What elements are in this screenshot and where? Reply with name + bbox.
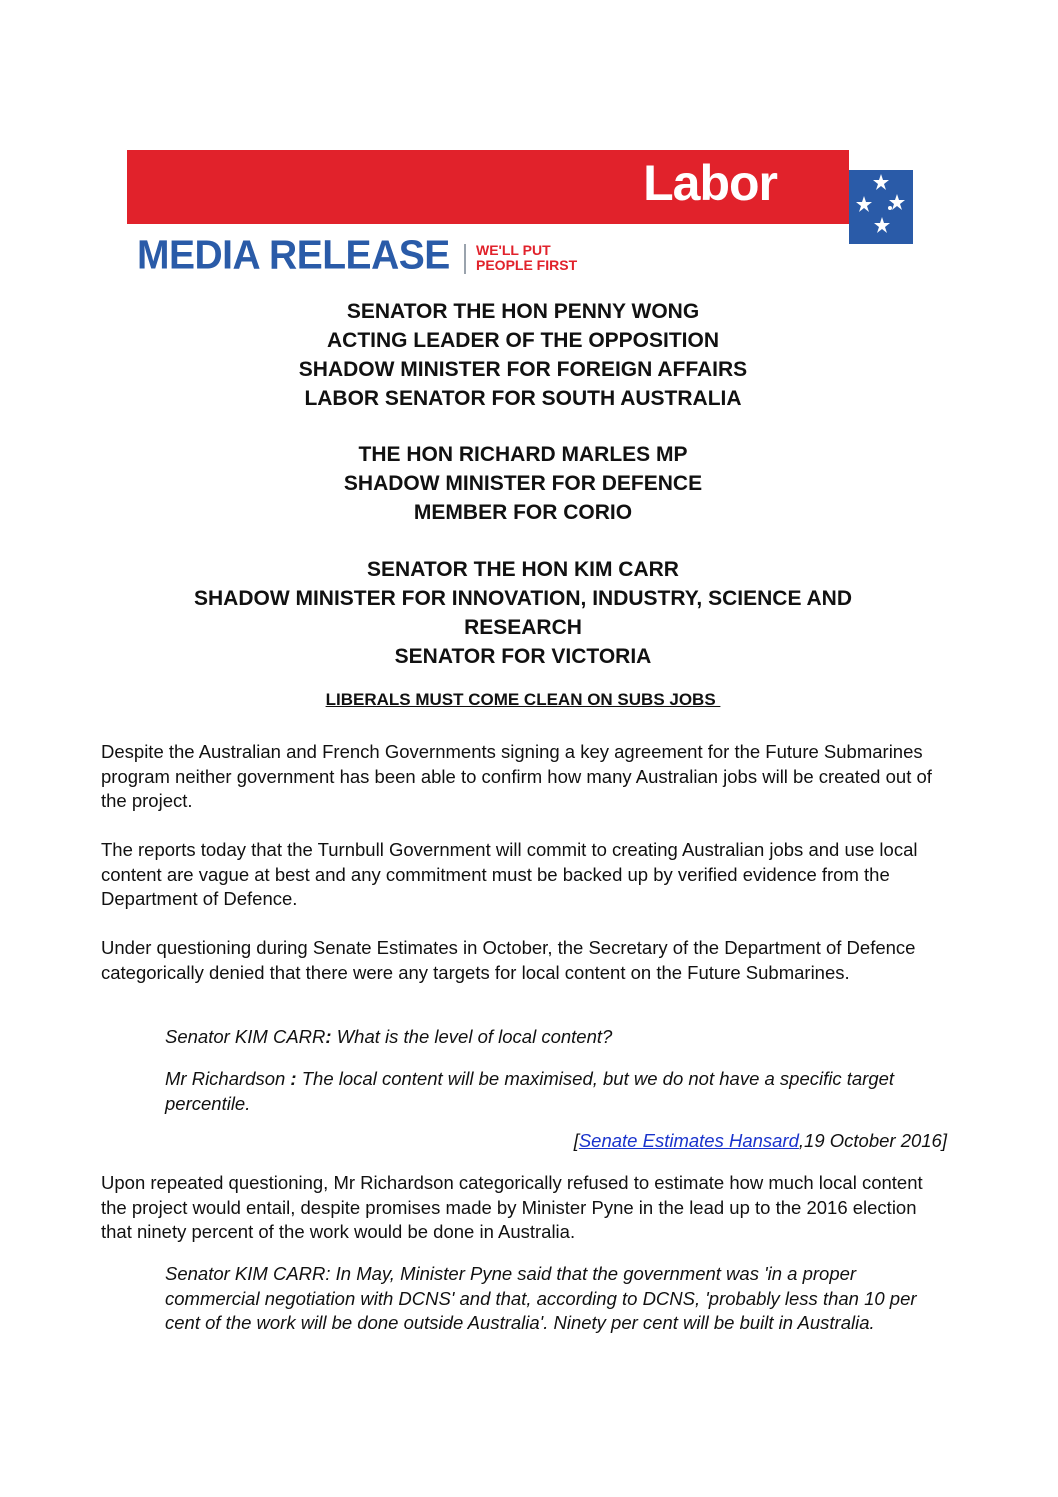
labor-logo: Labor [643,155,777,211]
media-release-banner [127,150,913,279]
quote [165,1262,955,1336]
quote [165,1067,955,1116]
tagline-line-2: PEOPLE FIRST [476,257,578,273]
paragraph: Under questioning during Senate Estimates in October, the Secretary of the Department of Defence categorically denied that there were any targets for local content on the Future Submarines. [101,937,916,983]
title-line: SHADOW MINISTER FOR FOREIGN AFFAIRS [298,358,748,381]
banner-tagline [476,243,577,273]
paragraph: Despite the Australian and French Governments signing a key agreement for the Future Submarines program neither government has been able to confirm how many Australian jobs will be created out of the project. [101,741,932,811]
southern-cross-icon [849,170,913,244]
quote-separator: : [285,1068,302,1089]
headline: LIBERALS MUST COME CLEAN ON SUBS JOBS [325,690,721,709]
title-line: SENATOR THE HON PENNY WONG [346,300,700,323]
citation-open: [ [573,1130,579,1151]
title-line: SENATOR FOR VICTORIA [394,645,652,668]
title-line: RESEARCH [464,616,582,639]
banner-red-bar [127,150,849,224]
hansard-link[interactable]: Senate Estimates Hansard [578,1130,799,1151]
person-block-marles [100,440,946,527]
tagline-line-1: WE'LL PUT [476,242,551,258]
quote-speaker: Mr Richardson [165,1068,286,1089]
title-line: LABOR SENATOR FOR SOUTH AUSTRALIA [304,387,742,410]
title-line: MEMBER FOR CORIO [413,501,633,524]
paragraph: Upon repeated questioning, Mr Richardson categorically refused to estimate how much local content the project would entail, despite promises made by Minister Pyne in the lead up to the 2016 election that ninety percent of the work would be done in Australia. [101,1172,923,1242]
title-line: THE HON RICHARD MARLES MP [358,443,688,466]
title-line: ACTING LEADER OF THE OPPOSITION [326,329,720,352]
citation [165,1130,947,1152]
title-line: SENATOR THE HON KIM CARR [367,558,679,581]
person-block-carr [100,555,946,671]
title-line: SHADOW MINISTER FOR DEFENCE [343,472,703,495]
banner-divider [464,244,466,274]
media-release-title: MEDIA RELEASE [137,233,450,279]
quote [165,1025,955,1050]
quote-text: Senator KIM CARR: In May, Minister Pyne said that the government was 'in a proper commercial negotiation with DCNS' and that, according to DCNS, 'probably less than 10 per cent of the work will be done outside Australia'. Ninety per cent will be built in Australia. [165,1263,917,1333]
citation-rest: ,19 October 2016] [798,1130,947,1151]
person-block-wong [100,297,946,413]
title-line: SHADOW MINISTER FOR INNOVATION, INDUSTRY, SCIENCE AND [193,587,852,610]
quote-text: The local content will be maximised, but we do not have a specific target percentile. [165,1068,895,1114]
quote-speaker: Senator KIM CARR [165,1026,326,1047]
quote-text: What is the level of local content? [336,1026,613,1047]
quote-separator: : [325,1026,337,1047]
paragraph: The reports today that the Turnbull Government will commit to creating Australian jobs and use local content are vague at best and any commitment must be backed up by verified evidence from the Department of Defence. [101,839,918,909]
